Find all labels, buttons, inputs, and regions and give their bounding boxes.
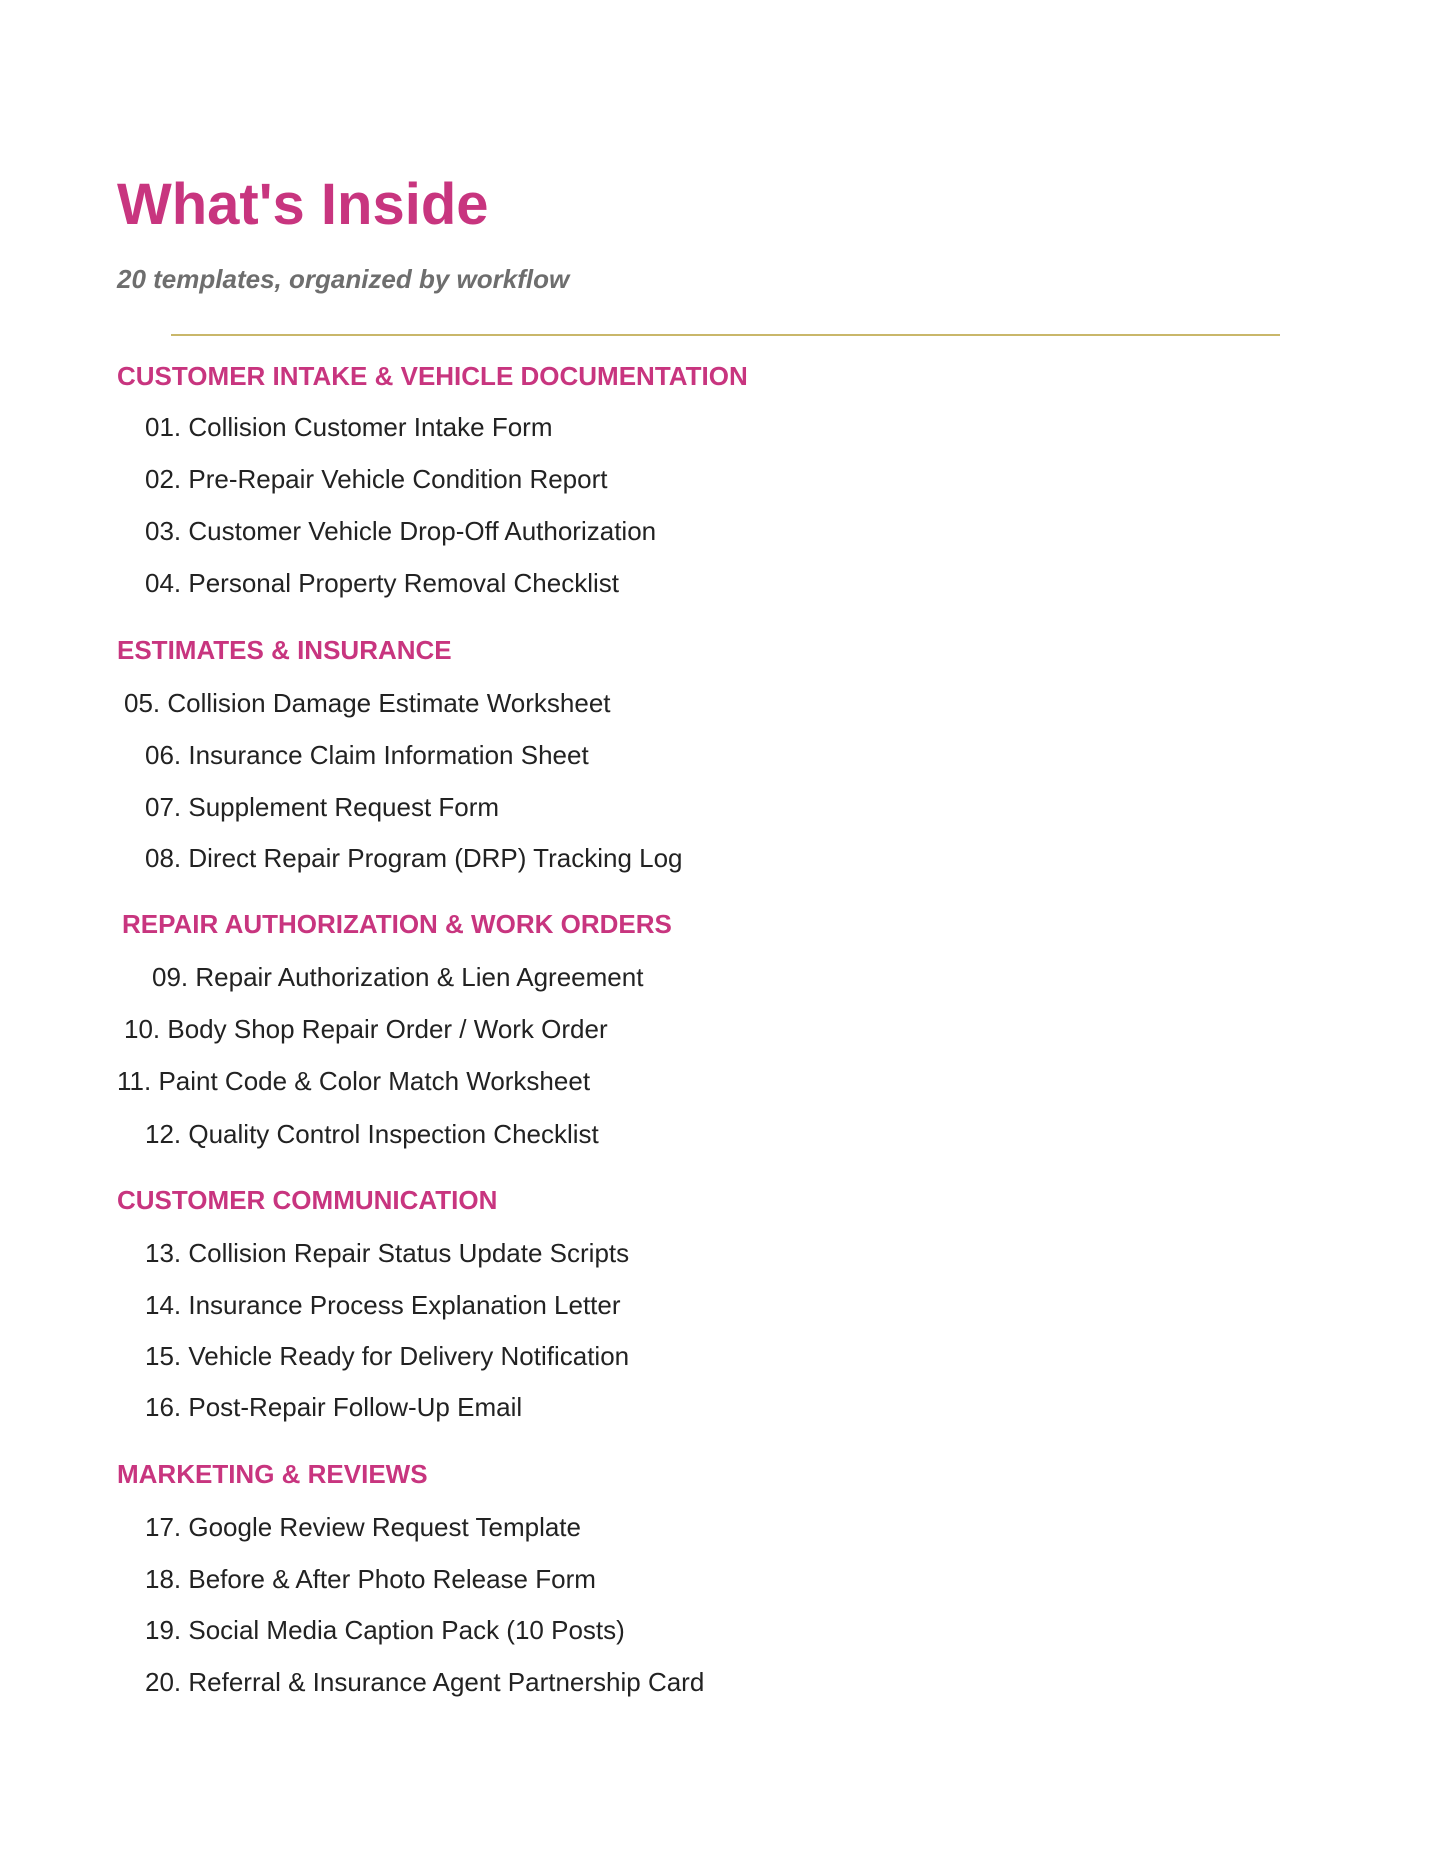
- list-item: 02. Pre-Repair Vehicle Condition Report: [145, 464, 608, 494]
- list-item: 05. Collision Damage Estimate Worksheet: [124, 688, 611, 718]
- list-item: 01. Collision Customer Intake Form: [145, 412, 553, 442]
- list-item: 12. Quality Control Inspection Checklist: [145, 1119, 599, 1149]
- section-heading-estimates-insurance: ESTIMATES & INSURANCE: [117, 635, 452, 665]
- list-item: 07. Supplement Request Form: [145, 792, 500, 822]
- list-item: 03. Customer Vehicle Drop-Off Authorization: [145, 516, 657, 546]
- list-item: 04. Personal Property Removal Checklist: [145, 568, 619, 598]
- list-item: 13. Collision Repair Status Update Scripts: [145, 1238, 630, 1268]
- list-item: 14. Insurance Process Explanation Letter: [145, 1290, 621, 1320]
- list-item: 15. Vehicle Ready for Delivery Notification: [145, 1341, 630, 1371]
- section-heading-marketing-reviews: MARKETING & REVIEWS: [117, 1459, 428, 1489]
- section-heading-customer-intake: CUSTOMER INTAKE & VEHICLE DOCUMENTATION: [117, 361, 748, 391]
- list-item: 09. Repair Authorization & Lien Agreement: [152, 962, 644, 992]
- list-item: 19. Social Media Caption Pack (10 Posts): [145, 1615, 625, 1645]
- section-heading-customer-communication: CUSTOMER COMMUNICATION: [117, 1185, 498, 1215]
- list-item: 11. Paint Code & Color Match Worksheet: [117, 1066, 591, 1096]
- list-item: 20. Referral & Insurance Agent Partnership Card: [145, 1667, 705, 1697]
- list-item: 17. Google Review Request Template: [145, 1512, 581, 1542]
- list-item: 18. Before & After Photo Release Form: [145, 1564, 596, 1594]
- list-item: 06. Insurance Claim Information Sheet: [145, 740, 589, 770]
- list-item: 16. Post-Repair Follow-Up Email: [145, 1392, 523, 1422]
- section-heading-repair-authorization: REPAIR AUTHORIZATION & WORK ORDERS: [122, 909, 672, 939]
- title-divider: [171, 334, 1280, 336]
- page-title: What's Inside: [117, 172, 489, 237]
- page-subtitle: 20 templates, organized by workflow: [117, 264, 570, 294]
- list-item: 08. Direct Repair Program (DRP) Tracking Log: [145, 843, 683, 873]
- list-item: 10. Body Shop Repair Order / Work Order: [124, 1014, 608, 1044]
